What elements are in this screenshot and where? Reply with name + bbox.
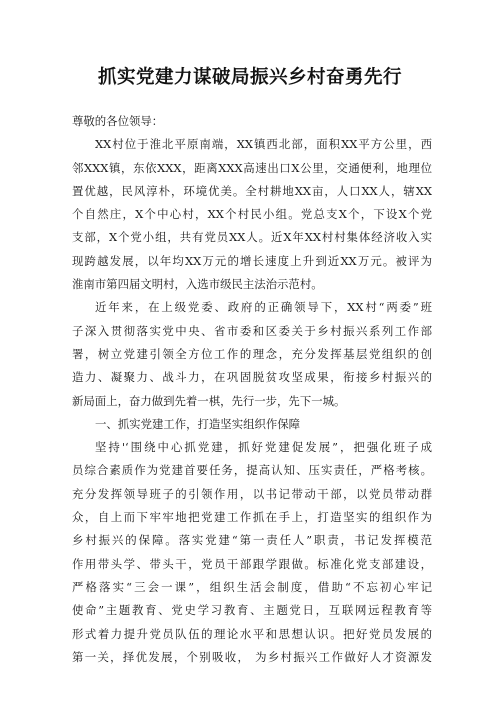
paragraph-line: 严格落实“三会一课”，组织生活会制度，借助“不忘初心牢记 — [72, 579, 432, 594]
paragraph-line: 现跨越发展，以年均XX万元的增长速度上升到近XX万元。被评为 — [72, 253, 432, 268]
paragraph-line: 使命”主题教育、党史学习教育、主题党日，互联网远程教育等 — [72, 603, 432, 618]
paragraph-line: 员综合素质作为党建首要任务，提高认知、压实责任，严格考核。 — [72, 463, 432, 478]
paragraph-line: 子深入贯彻落实党中央、省市委和区委关于乡村振兴系列工作部 — [72, 323, 432, 338]
paragraph-line: 置优越，民风淳朴，环境优美。全村耕地XX亩，人口XX人，辖XX — [72, 183, 432, 198]
paragraph-line: 近年来，在上级党委、政府的正确领导下，XX村“两委”班 — [95, 300, 432, 315]
paragraph-line: 坚持'‘围绕中心抓党建，抓好党建促发展”，把强化班子成 — [95, 440, 432, 455]
document-body — [72, 110, 432, 669]
paragraph-line: 新局面上，奋力做到先着一棋，先行一步，先下一城。 — [72, 393, 346, 408]
paragraph-line: 造力、凝聚力、战斗力，在巩固脱贫攻坚成果，衔接乡村振兴的 — [72, 370, 432, 385]
paragraph-line: XX村位于淮北平原南端，XX镇西北部，面积XX平方公里，西 — [95, 137, 432, 152]
paragraph-line: 充分发挥领导班子的引领作用，以书记带动干部，以党员带动群 — [72, 486, 432, 501]
paragraph-line: 淮南市第四届文明村，入选市级民主法治示范村。 — [72, 277, 323, 292]
paragraph-line: 支部，X个党小组，共有党员XX人。近X年XX村村集体经济收入实 — [72, 230, 432, 245]
paragraph-line: 邻XXX镇，东依XXX，距离XXX高速出口X公里，交通便利，地理位 — [72, 160, 432, 175]
salutation-line: 尊敬的各位领导： — [72, 114, 164, 128]
paragraph-line: 第一关，择优发展，个别吸收， 为乡村振兴工作做好人才资源发 — [72, 649, 432, 664]
document-title: 抓实党建力谋破局振兴乡村奋勇先行 — [97, 67, 402, 88]
section-heading: 一、抓实党建工作，打造坚实组织作保障 — [95, 416, 301, 431]
paragraph-line: 形式着力提升党员队伍的理论水平和思想认识。把好党员发展的 — [72, 626, 432, 641]
paragraph-line: 乡村振兴的保障。落实党建“第一责任人”职责，书记发挥模范 — [72, 533, 432, 548]
paragraph-line: 众，自上而下牢牢地把党建工作抓在手上，打造坚实的组织作为 — [72, 510, 432, 525]
paragraph-line: 个自然庄，X个中心村，XX个村民小组。党总支X个，下设X个党 — [72, 207, 432, 222]
paragraph-line: 作用带头学、带头干，党员干部跟学跟做。标准化党支部建设， — [72, 556, 432, 571]
paragraph-line: 署，树立党建引领全方位工作的理念，充分发挥基层党组织的创 — [72, 346, 432, 361]
